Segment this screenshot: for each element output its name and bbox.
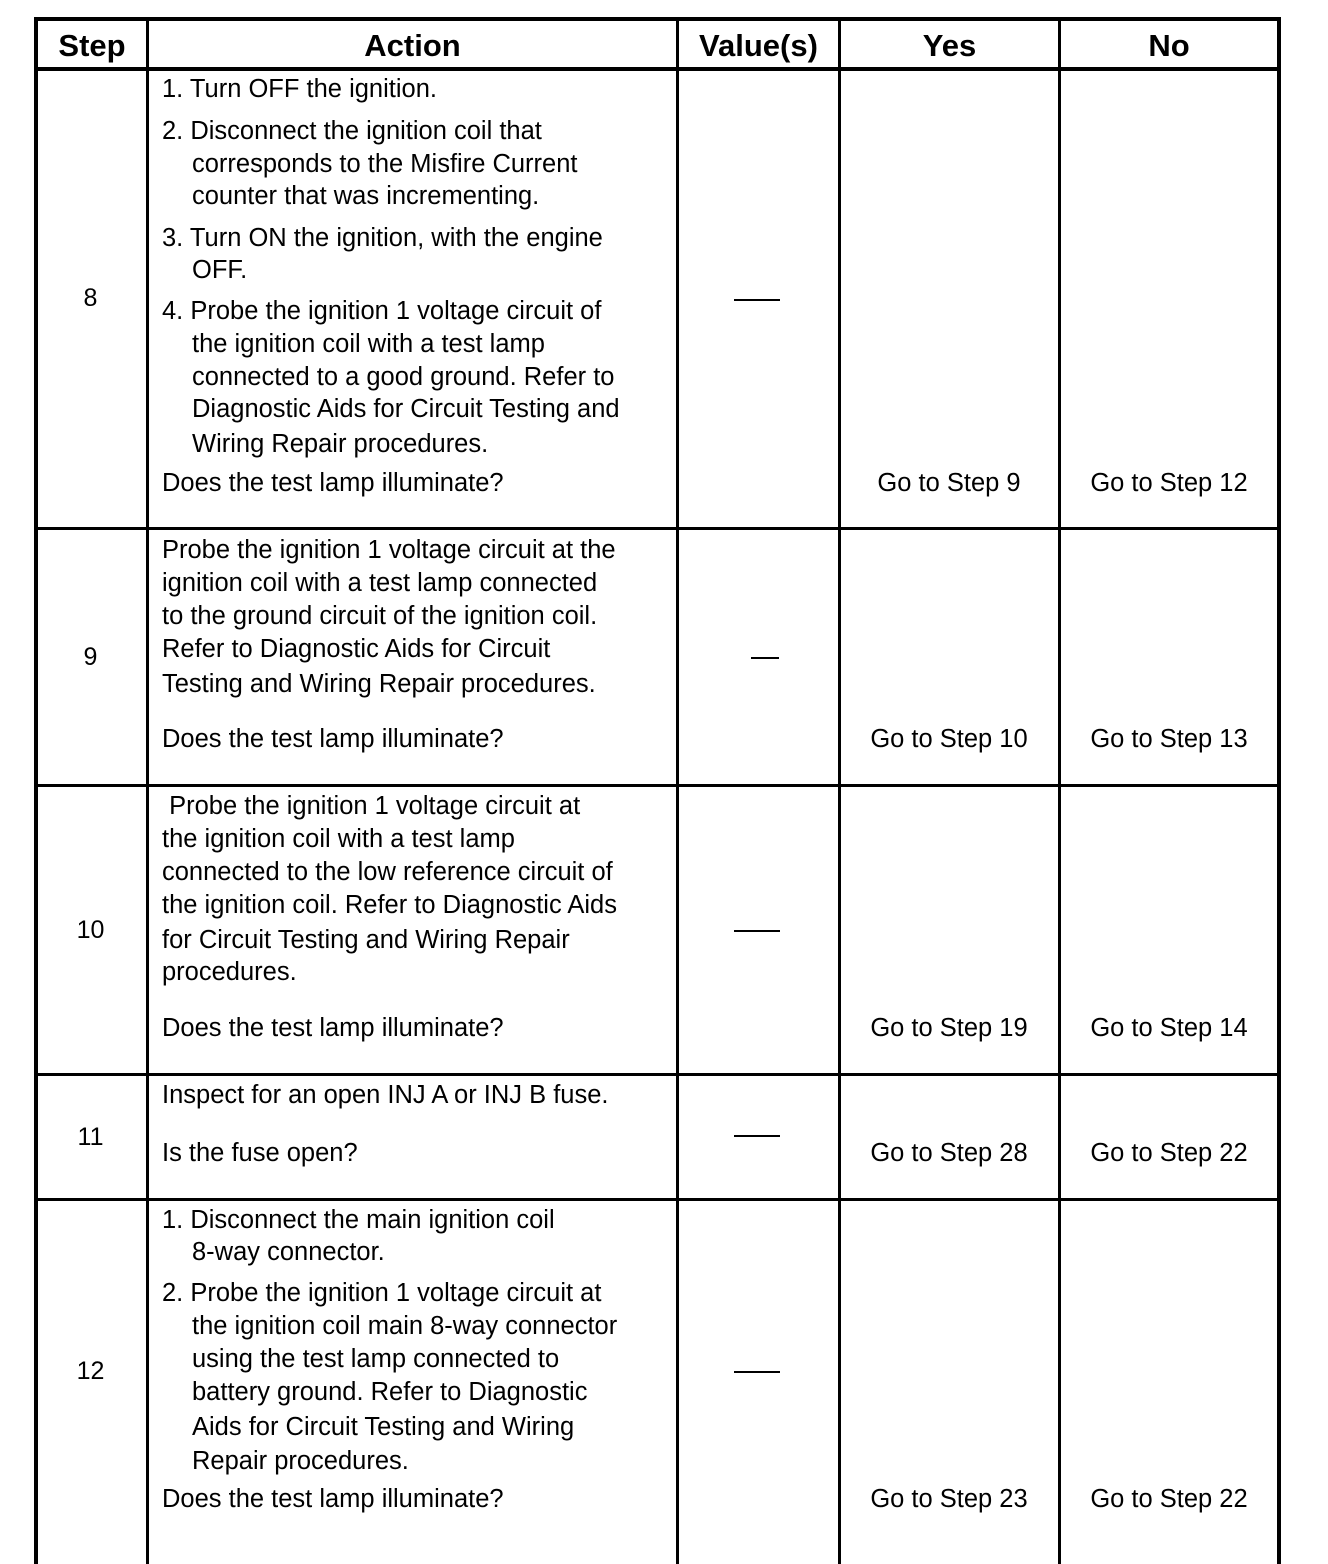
action-line: corresponds to the Misfire Current: [192, 150, 578, 178]
action-line: the ignition coil with a test lamp: [192, 330, 545, 358]
yes-outcome: Go to Step 10: [870, 725, 1028, 753]
value-dash: [734, 299, 780, 301]
row-divider: [34, 1073, 1281, 1076]
action-line: using the test lamp connected to: [192, 1345, 560, 1373]
action-line: Diagnostic Aids for Circuit Testing and: [192, 395, 620, 423]
column-divider: [676, 17, 679, 1564]
column-divider: [838, 17, 841, 1564]
step-number: 11: [77, 1123, 104, 1151]
action-line: connected to the low reference circuit of: [162, 858, 613, 886]
action-line: to the ground circuit of the ignition coil.: [162, 602, 598, 630]
action-line: the ignition coil. Refer to Diagnostic Aids: [162, 891, 617, 919]
row-divider: [34, 527, 1281, 530]
action-line: 1. Turn OFF the ignition.: [162, 75, 437, 103]
action-line: counter that was incrementing.: [192, 182, 540, 210]
action-line: 4. Probe the ignition 1 voltage circuit of: [162, 297, 602, 325]
step-number: 12: [76, 1357, 105, 1385]
action-line: 1. Disconnect the main ignition coil: [162, 1206, 555, 1234]
step-number: 9: [83, 643, 98, 671]
no-outcome: Go to Step 13: [1090, 725, 1248, 753]
action-line: 2. Disconnect the ignition coil that: [162, 117, 542, 145]
action-line: battery ground. Refer to Diagnostic: [192, 1378, 588, 1406]
question-line: Is the fuse open?: [162, 1139, 358, 1167]
yes-outcome: Go to Step 23: [870, 1485, 1028, 1513]
value-dash: [734, 1371, 780, 1373]
action-line: procedures.: [162, 958, 297, 986]
action-line: Probe the ignition 1 voltage circuit at: [162, 792, 581, 820]
header-step: Step: [58, 28, 126, 63]
header-yes: Yes: [922, 28, 977, 63]
question-line: Does the test lamp illuminate?: [162, 469, 504, 497]
no-outcome: Go to Step 22: [1090, 1139, 1248, 1167]
header-no: No: [1148, 28, 1190, 63]
yes-outcome: Go to Step 19: [870, 1014, 1028, 1042]
action-line: Wiring Repair procedures.: [192, 430, 489, 458]
action-line: the ignition coil main 8-way connector: [192, 1312, 618, 1340]
action-line: Probe the ignition 1 voltage circuit at the: [162, 536, 616, 564]
table-border-top: [34, 17, 1281, 21]
action-line: OFF.: [192, 256, 248, 284]
table-border-right: [1277, 17, 1281, 1564]
value-dash: [734, 930, 780, 932]
action-line: for Circuit Testing and Wiring Repair: [162, 926, 570, 954]
yes-outcome: Go to Step 9: [877, 469, 1021, 497]
action-line: Inspect for an open INJ A or INJ B fuse.: [162, 1081, 609, 1109]
column-divider: [146, 17, 149, 1564]
action-line: Refer to Diagnostic Aids for Circuit: [162, 635, 551, 663]
row-divider: [34, 1198, 1281, 1201]
no-outcome: Go to Step 14: [1090, 1014, 1248, 1042]
action-line: connected to a good ground. Refer to: [192, 363, 615, 391]
action-line: the ignition coil with a test lamp: [162, 825, 515, 853]
no-outcome: Go to Step 12: [1090, 469, 1248, 497]
diagnostic-table: [34, 17, 1281, 1564]
action-line: Repair procedures.: [192, 1447, 409, 1475]
yes-outcome: Go to Step 28: [870, 1139, 1028, 1167]
action-line: 2. Probe the ignition 1 voltage circuit at: [162, 1279, 602, 1307]
action-line: Testing and Wiring Repair procedures.: [162, 670, 596, 698]
row-divider: [34, 784, 1281, 787]
action-line: ignition coil with a test lamp connected: [162, 569, 598, 597]
question-line: Does the test lamp illuminate?: [162, 1014, 504, 1042]
header-values: Value(s): [699, 28, 818, 63]
action-line: 8-way connector.: [192, 1238, 385, 1266]
value-dash: [734, 1135, 780, 1137]
step-number: 10: [76, 916, 105, 944]
question-line: Does the test lamp illuminate?: [162, 1485, 504, 1513]
step-number: 8: [83, 284, 98, 312]
column-divider: [1058, 17, 1061, 1564]
value-dash: [751, 657, 779, 659]
header-action: Action: [364, 28, 461, 63]
table-border-left: [34, 17, 38, 1564]
action-line: 3. Turn ON the ignition, with the engine: [162, 224, 603, 252]
no-outcome: Go to Step 22: [1090, 1485, 1248, 1513]
question-line: Does the test lamp illuminate?: [162, 725, 504, 753]
action-line: Aids for Circuit Testing and Wiring: [192, 1413, 575, 1441]
